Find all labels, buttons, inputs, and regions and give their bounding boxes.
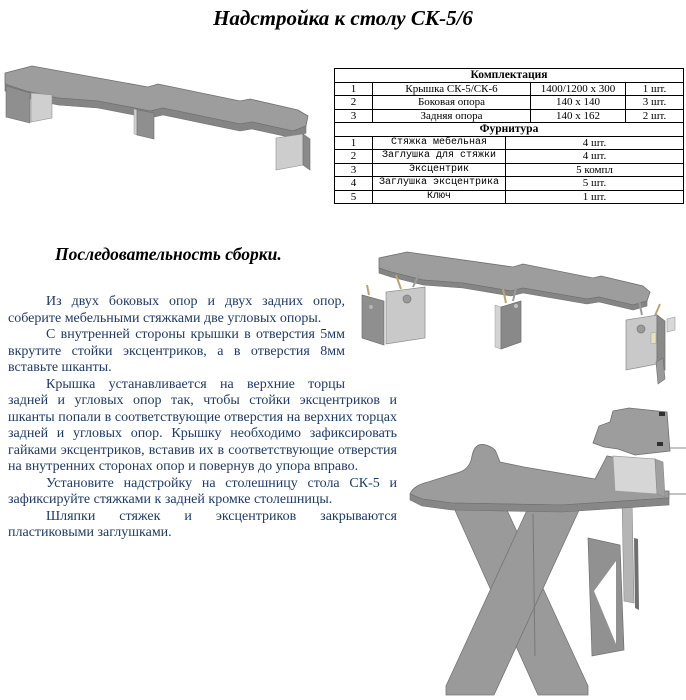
eccentric-hole xyxy=(637,325,645,333)
cell-num: 1 xyxy=(335,136,373,150)
cell-num: 2 xyxy=(335,150,373,164)
cell-num: 4 xyxy=(335,177,373,191)
cell-qty: 2 шт. xyxy=(626,109,684,123)
rear-support-strip xyxy=(622,498,639,610)
cell-num: 3 xyxy=(335,109,373,123)
assembly-paragraph: Крышка устанавливается на верхние торцы задней и угловых опор так, чтобы стойки эксцентриков и шканты попали в соответствующие отверстия на верхних торцах задней и угловых опор. Крышку необходимо зафиксировать гайками эксцентриков, вставив их в соответствующие отверстия на внутренних сторонах опор и повернув до упора вправо. xyxy=(8,376,397,474)
bracket-clip xyxy=(659,412,665,416)
table-row xyxy=(335,163,684,177)
cell-name: Задняя опора xyxy=(373,109,531,123)
assembly-paragraph: Из двух боковых опор и двух задних опор, соберите мебельными стяжками две угловых опоры. xyxy=(8,294,345,326)
cell-name: Боковая опора xyxy=(373,96,531,110)
cell-name: Крышка СК-5/СК-6 xyxy=(373,82,531,96)
table-header-row xyxy=(335,123,684,137)
middle-support xyxy=(134,109,154,139)
furnitura-table xyxy=(334,122,684,204)
table-row xyxy=(335,96,684,110)
middle-support xyxy=(495,288,521,349)
text-wrap-spacer xyxy=(345,294,397,378)
cell-qty: 1 шт. xyxy=(506,190,684,204)
rear-x-leg xyxy=(588,538,624,656)
eccentric-hole xyxy=(403,295,411,303)
assembly-paragraph: С внутренней стороны крышки в отверстия 5мм вкрутите стойки эксцентриков, а в отверстия 8мм вставьте шканты. xyxy=(8,327,345,375)
assembly-heading: Последовательность сборки. xyxy=(55,244,282,264)
table-row xyxy=(335,190,684,204)
komplekt-table xyxy=(334,68,684,123)
cell-name: Заглушка эксцентрика xyxy=(373,177,506,191)
cell-name: Стяжка мебельная xyxy=(373,136,506,150)
cell-name: Ключ xyxy=(373,190,506,204)
furnitura-header: Фурнитура xyxy=(335,123,684,137)
front-x-leg xyxy=(446,508,588,695)
assembly-paragraph: Установите надстройку на столешницу стола СК-5 и зафиксируйте стяжками к задней кромке столешницы. xyxy=(8,475,397,507)
table-header-row xyxy=(335,69,684,83)
cell-name: Заглушка для стяжки xyxy=(373,150,506,164)
komplekt-header: Комплектация xyxy=(335,69,684,83)
cell-qty: 4 шт. xyxy=(506,150,684,164)
right-corner-support xyxy=(276,134,310,170)
cell-size: 140 x 162 xyxy=(531,109,626,123)
bracket-clip xyxy=(657,442,663,446)
overshelf-corner-support xyxy=(613,456,665,497)
cell-name: Эксцентрик xyxy=(373,163,506,177)
cell-num: 5 xyxy=(335,190,373,204)
fastener-hole xyxy=(514,304,518,308)
right-corner-support xyxy=(626,301,675,384)
cell-num: 3 xyxy=(335,163,373,177)
cell-qty: 3 шт. xyxy=(626,96,684,110)
parts-table xyxy=(334,68,684,204)
assembly-paragraph: Шляпки стяжек и эксцентриков закрываются пластиковыми заглушками. xyxy=(8,508,397,540)
figure-desk-with-overshelf xyxy=(382,398,686,700)
table-row xyxy=(335,82,684,96)
cell-size: 1400/1200 x 300 xyxy=(531,82,626,96)
cell-size: 140 x 140 xyxy=(531,96,626,110)
cell-qty: 5 компл xyxy=(506,163,684,177)
document-title: Надстройка к столу СК-5/6 xyxy=(213,6,473,30)
assembly-instructions xyxy=(8,294,397,542)
cell-num: 2 xyxy=(335,96,373,110)
table-row xyxy=(335,136,684,150)
cell-num: 1 xyxy=(335,82,373,96)
eccentric-stud xyxy=(651,332,656,344)
figure-assembled-overshelf xyxy=(0,52,332,244)
table-row xyxy=(335,150,684,164)
cell-qty: 4 шт. xyxy=(506,136,684,150)
table-row xyxy=(335,177,684,191)
table-row xyxy=(335,109,684,123)
cell-qty: 1 шт. xyxy=(626,82,684,96)
cell-qty: 5 шт. xyxy=(506,177,684,191)
